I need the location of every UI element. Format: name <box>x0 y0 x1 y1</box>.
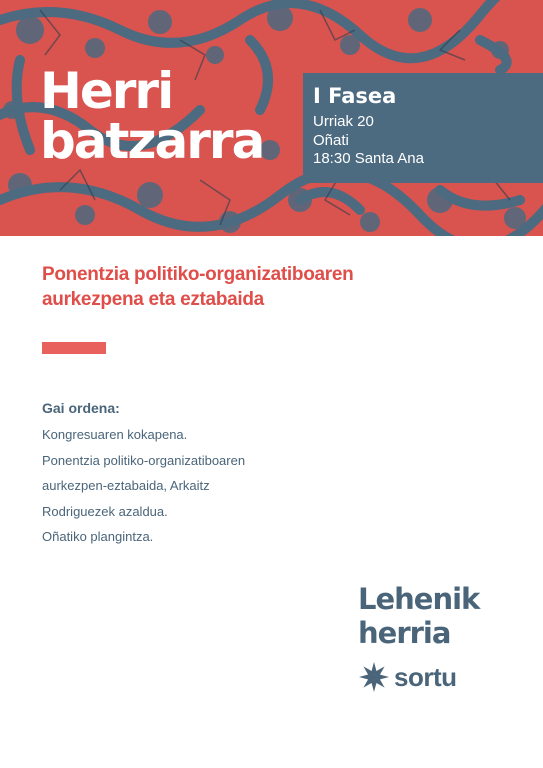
event-title-line: Herri <box>40 62 173 120</box>
subtitle <box>42 262 422 312</box>
agenda-item: Kongresuaren kokapena. <box>42 427 188 442</box>
event-title <box>40 62 264 170</box>
event-location: Oñati <box>313 131 349 149</box>
event-date: Urriak 20 <box>313 113 374 130</box>
slogan <box>358 582 479 650</box>
slogan-line: Lehenik <box>358 582 480 616</box>
agenda-item: Ponentzia politiko-organizatiboaren <box>42 452 246 468</box>
event-time-venue: 18:30 Santa Ana <box>313 150 424 167</box>
agenda-heading: Gai ordena: <box>42 400 120 416</box>
sortu-logo-text: sortu <box>394 662 457 692</box>
agenda-item: Oñatiko plangintza. <box>42 529 154 544</box>
sortu-star-icon <box>358 661 390 693</box>
sortu-logo <box>358 660 457 694</box>
subtitle-line: aurkezpena eta eztabaida <box>42 289 264 310</box>
header-banner <box>0 0 543 236</box>
agenda <box>42 398 245 550</box>
event-info-box <box>303 73 543 183</box>
agenda-item: Rodriguezek azaldua. <box>42 503 168 519</box>
subtitle-line: Ponentzia politiko-organizatiboaren <box>42 264 354 285</box>
accent-divider <box>42 342 106 354</box>
agenda-item: aurkezpen-eztabaida, Arkaitz <box>42 478 210 493</box>
event-title-line: batzarra <box>40 112 264 170</box>
slogan-line: herria <box>358 616 451 650</box>
event-phase: I Fasea <box>313 84 397 108</box>
